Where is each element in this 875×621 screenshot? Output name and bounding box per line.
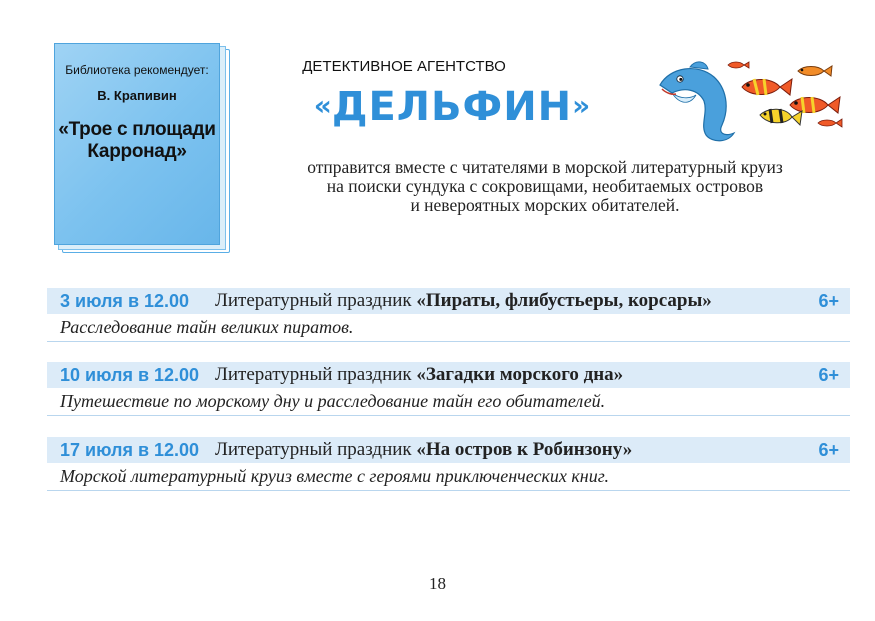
book-author: В. Крапивин (97, 88, 177, 103)
event-type: Литературный праздник (215, 439, 412, 460)
event-date: 3 июля в 12.00 (60, 291, 190, 311)
agency-name (312, 84, 592, 130)
event-title (215, 439, 632, 461)
book-title: «Трое с площади Карронад» (58, 119, 216, 162)
intro-text (240, 158, 850, 215)
fish-icon (728, 62, 749, 68)
quote-close: » (572, 89, 591, 122)
age-rating-badge: 6+ (818, 365, 839, 385)
event-item (47, 362, 850, 416)
event-description: Морской литературный круиз вместе с героями приключенческих книг. (47, 463, 850, 491)
dolphin-icon (660, 62, 734, 141)
agency-label: ДЕТЕКТИВНОЕ АГЕНТСТВО (302, 58, 506, 75)
intro-line: и невероятных морских обитателей. (410, 195, 680, 215)
book-cover (54, 43, 220, 245)
event-title (215, 290, 712, 312)
event-type: Литературный праздник (215, 290, 412, 311)
event-bar (47, 362, 850, 388)
intro-line: на поиски сундука с сокровищами, необитаемых островов (326, 176, 764, 196)
event-description: Расследование тайн великих пиратов. (47, 314, 850, 342)
event-title (215, 364, 623, 386)
event-name: «На остров к Робинзону» (416, 439, 633, 460)
event-type: Литературный праздник (215, 364, 412, 385)
dolphin-fish-illustration (650, 55, 850, 145)
page-number: 18 (429, 574, 446, 593)
fish-icon (818, 119, 842, 127)
fish-icon (760, 109, 802, 125)
event-name: «Загадки морского дна» (416, 364, 624, 385)
event-description: Путешествие по морскому дну и расследование тайн его обитателей. (47, 388, 850, 416)
age-rating-badge: 6+ (818, 291, 839, 311)
recommended-book (54, 43, 230, 252)
event-date: 17 июля в 12.00 (60, 440, 200, 460)
fish-icon (790, 97, 840, 113)
event-bar (47, 437, 850, 463)
age-rating-badge: 6+ (818, 440, 839, 460)
event-item (47, 437, 850, 491)
intro-line: отправится вместе с читателями в морской литературный круиз (307, 157, 783, 177)
event-bar (47, 288, 850, 314)
quote-open: « (313, 89, 332, 122)
book-recommend-label: Библиотека рекомендует: (65, 63, 209, 77)
event-name: «Пираты, флибустьеры, корсары» (416, 290, 712, 311)
fish-icon (798, 66, 832, 76)
fish-icon (742, 79, 792, 95)
event-date: 10 июля в 12.00 (60, 365, 200, 385)
agency-name-word: ДЕЛЬФИН (331, 84, 573, 130)
event-item (47, 288, 850, 342)
